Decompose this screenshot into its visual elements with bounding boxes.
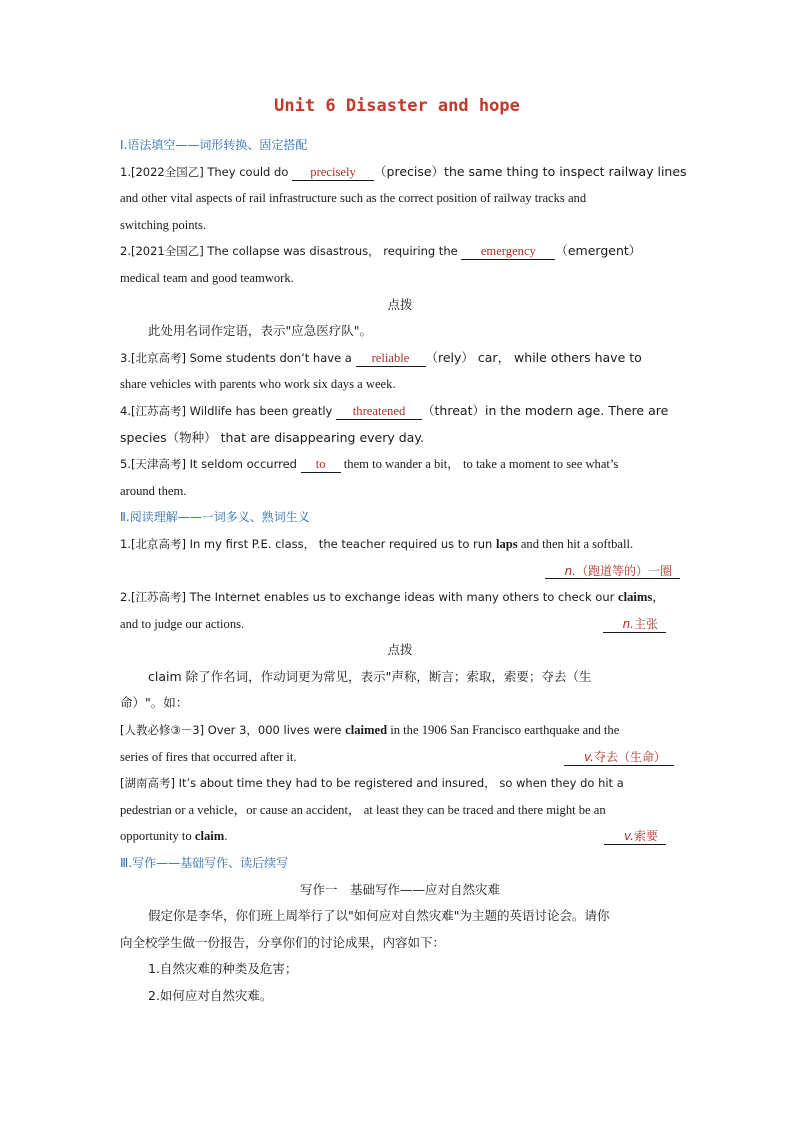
answer-blank: precisely: [292, 164, 374, 181]
document-body: [120, 132, 687, 1010]
question-3-line-1: 3.[北京高考] Some students don’t have a reliable （rely） car， while others have to: [120, 349, 642, 365]
keyword: claim: [194, 829, 225, 844]
question-3-line-2: share vehicles with parents who work six days a week.: [120, 377, 396, 392]
page-title: Unit 6 Disaster and hope: [274, 96, 520, 116]
reading-2-line-2: and to judge our actions. n.主张: [120, 611, 680, 638]
tip-text-line-2: 命）"。如：: [120, 695, 189, 711]
reading-2-line-1: 2.[江苏高考] The Internet enables us to exchange ideas with many others to check our claims，: [120, 590, 665, 605]
answer-blank: n.主张: [603, 616, 666, 633]
answer-blank: to: [301, 456, 341, 473]
question-1-line-2: and other vital aspects of rail infrastructure such as the correct position of railway tracks and: [120, 191, 587, 206]
question-1-line-1: 1.[2022全国乙] They could do precisely （precise）the same thing to inspect railway lines: [120, 163, 687, 179]
tip-title: 点拨: [387, 642, 413, 658]
answer-blank: reliable: [356, 350, 426, 367]
question-4-line-1: 4.[江苏高考] Wildlife has been greatly threatened （threat）in the modern age. There are: [120, 402, 669, 418]
question-2-line-2: medical team and good teamwork.: [120, 270, 294, 285]
tip-text: 此处用名词作定语，表示"应急医疗队"。: [148, 323, 372, 339]
keyword: claimed: [345, 723, 388, 738]
tip-title: 点拨: [387, 296, 413, 312]
writing-subheading: 写作一 基础写作——应对自然灾难: [299, 881, 500, 897]
reading-1-answer: [120, 558, 680, 585]
keyword: claims: [618, 590, 653, 605]
section-heading-reading: Ⅱ.阅读理解——一词多义、熟词生义: [120, 510, 310, 525]
section-heading-grammar: Ⅰ.语法填空——词形转换、固定搭配: [120, 138, 308, 152]
tip-text-line-1: claim 除了作名词，作动词更为常见，表示"声称，断言；索取，索要；夺去（生: [148, 668, 592, 684]
reading-1-line-1: 1.[北京高考] In my first P.E. class， the teacher required us to run laps and then hit a softball.: [120, 536, 634, 551]
question-1-line-3: switching points.: [120, 217, 207, 232]
section-heading-writing: Ⅲ.写作——基础写作、读后续写: [120, 856, 289, 871]
question-5-line-2: around them.: [120, 483, 187, 498]
question-2-line-1: 2.[2021全国乙] The collapse was disastrous， requiring the emergency （emergent）: [120, 243, 642, 259]
example-2-line-3: opportunity to claim. v.索要: [120, 823, 680, 850]
writing-prompt-line-1: 假定你是李华，你们班上周举行了以"如何应对自然灾难"为主题的英语讨论会。请你: [148, 908, 610, 924]
answer-blank: v.索要: [604, 828, 666, 845]
answer-blank: v.夺去（生命）: [564, 749, 674, 766]
keyword: laps: [495, 536, 518, 551]
writing-item-2: 2.如何应对自然灾难。: [148, 988, 273, 1003]
question-4-line-2: species（物种） that are disappearing every day.: [120, 429, 424, 445]
answer-blank: threatened: [336, 403, 422, 420]
writing-prompt-line-2: 向全校学生做一份报告，分享你们的讨论成果，内容如下：: [120, 934, 446, 950]
answer-blank: n.（跑道等的）一圈: [545, 564, 680, 579]
writing-item-1: 1.自然灾难的种类及危害；: [148, 961, 298, 977]
example-2-line-2: pedestrian or a vehicle，or cause an accident， at least they can be traced and there might be an: [120, 802, 606, 817]
question-5-line-1: 5.[天津高考] It seldom occurred to them to wander a bit， to take a moment to see what’s: [120, 457, 619, 472]
answer-blank: emergency: [461, 243, 555, 260]
example-1-line-2: series of fires that occurred after it. v.夺去（生命）: [120, 744, 680, 771]
example-2-line-1: [湖南高考] It’s about time they had to be registered and insured， so when they do hit a: [120, 776, 624, 791]
example-1-line-1: [人教必修③－3] Over 3，000 lives were claimed in the 1906 San Francisco earthquake and the: [120, 723, 620, 738]
